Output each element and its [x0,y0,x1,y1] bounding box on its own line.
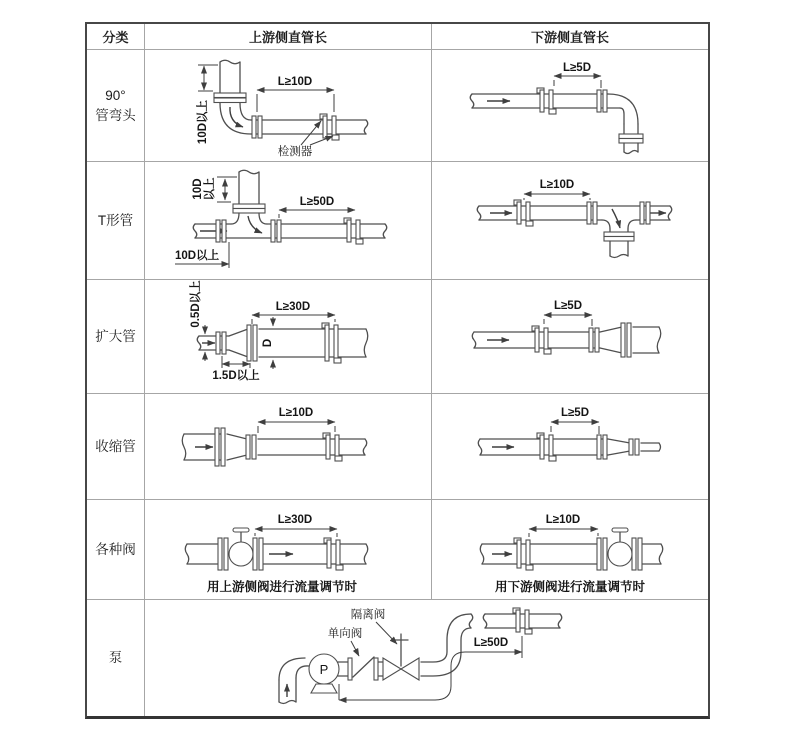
detector-icon [324,538,343,570]
pump-inlet-pipe [279,658,309,704]
valve-body-icon [229,542,253,566]
length-dim-label: L≥5D [560,407,590,419]
diagram-valve-upstream [145,500,432,600]
header-category-label: 分类 [102,30,129,45]
category-label-pump: 泵 [108,650,123,666]
header-upstream-label: 上游侧直管长 [248,30,327,45]
detector-icon [537,88,556,114]
category-label-elbow: 90° 管弯头 [95,87,136,123]
length-dim-label: L≥30D [275,301,311,313]
caption: 用上游侧阀进行流量调节时 [206,580,358,594]
detector-icon [537,433,556,461]
diagram-reducer-upstream [145,394,432,500]
reducer-downstream-dimensions [551,407,599,434]
diagram-elbow-downstream [432,50,708,162]
detector-icon [514,538,533,570]
expander-downstream-dimensions [544,300,592,326]
elbow-upstream-drawing [145,50,432,161]
diameter-label: D [262,338,274,348]
tee-downstream-drawing [432,162,707,279]
expander-downstream-drawing [432,280,707,393]
detector-label: 检测器 [277,146,313,158]
vertical-dim-label: 10D以上 [192,177,216,201]
category-cell-valve [87,500,145,600]
header-upstream [145,24,432,50]
detector-icon [323,433,342,461]
pump-top-pipe [483,614,562,628]
elbow-downstream-dimensions [554,62,601,88]
pump-drawing [145,600,708,716]
category-cell-elbow [87,50,145,162]
tee-upstream-dimensions [175,177,355,268]
tee-pipe [477,202,672,258]
category-label-valve: 各种阀 [95,541,136,557]
length-dim-label: L≥10D [277,76,313,88]
detector-icon [320,114,339,140]
cone-dim-label: 1.5D以上 [212,370,260,382]
diagram-tee-downstream [432,162,708,280]
elbow-upstream-dimensions [195,65,334,158]
length-dim-label: L≥10D [539,179,575,191]
check-valve-label: 单向阀 [327,628,363,640]
category-label-reducer: 收缩管 [95,438,136,454]
header-downstream [432,24,708,50]
detector-icon [344,218,363,244]
length-dim-label: L≥5D [553,300,583,312]
category-label-tee: T形管 [97,212,134,228]
detector-icon [532,326,551,354]
pump-riser-pipe [421,614,473,676]
pump-dimensions [328,607,522,700]
category-cell-expander [87,280,145,394]
reducer-downstream-drawing [432,394,707,499]
check-valve-icon [348,657,378,680]
vertical-dim-label: 0.5D以上 [190,280,202,328]
reducer-pipe [478,435,660,459]
diagram-elbow-upstream [145,50,432,162]
category-label-expander: 扩大管 [95,328,136,344]
installation-requirements-table [85,22,710,719]
valve-downstream-drawing [432,500,707,599]
header-category [87,24,145,50]
valve-body-icon [608,542,632,566]
pump-icon [309,654,339,693]
detector-icon [514,200,533,226]
caption: 用下游侧阀进行流量调节时 [494,580,646,594]
elbow-downstream-drawing [432,50,707,161]
valve-upstream-drawing [145,500,432,599]
detector-icon [513,608,532,634]
category-cell-tee [87,162,145,280]
inlet-dim-label: 10D以上 [175,250,220,262]
tee-upstream-drawing [145,162,432,279]
isolation-valve-icon [383,634,419,680]
expander-upstream-drawing [145,280,432,393]
length-dim-label: L≥5D [562,62,592,74]
vertical-dim-label: 10D以上 [197,99,209,145]
valve-pipe [480,528,663,570]
pump-symbol-label: P [319,662,329,677]
expander-upstream-dimensions [188,280,335,382]
length-dim-label: L≥50D [473,637,509,649]
elbow-pipe [470,90,643,154]
category-cell-pump [87,600,145,716]
reducer-upstream-drawing [145,394,432,499]
length-dim-label: L≥30D [277,514,313,526]
tee-downstream-dimensions [524,179,590,200]
reducer-upstream-dimensions [258,407,335,433]
header-downstream-label: 下游侧直管长 [530,30,609,45]
diagram-valve-downstream [432,500,708,600]
expander-pipe [472,323,661,357]
length-dim-label: L≥50D [299,196,335,208]
diagram-expander-downstream [432,280,708,394]
category-cell-reducer [87,394,145,500]
elbow-pipe [214,60,368,138]
diagram-reducer-downstream [432,394,708,500]
isolation-valve-label: 隔离阀 [350,609,386,621]
diagram-pump [145,600,708,716]
diagram-tee-upstream [145,162,432,280]
length-dim-label: L≥10D [278,407,314,419]
diagram-expander-upstream [145,280,432,394]
length-dim-label: L≥10D [545,514,581,526]
expander-pipe [197,325,368,361]
